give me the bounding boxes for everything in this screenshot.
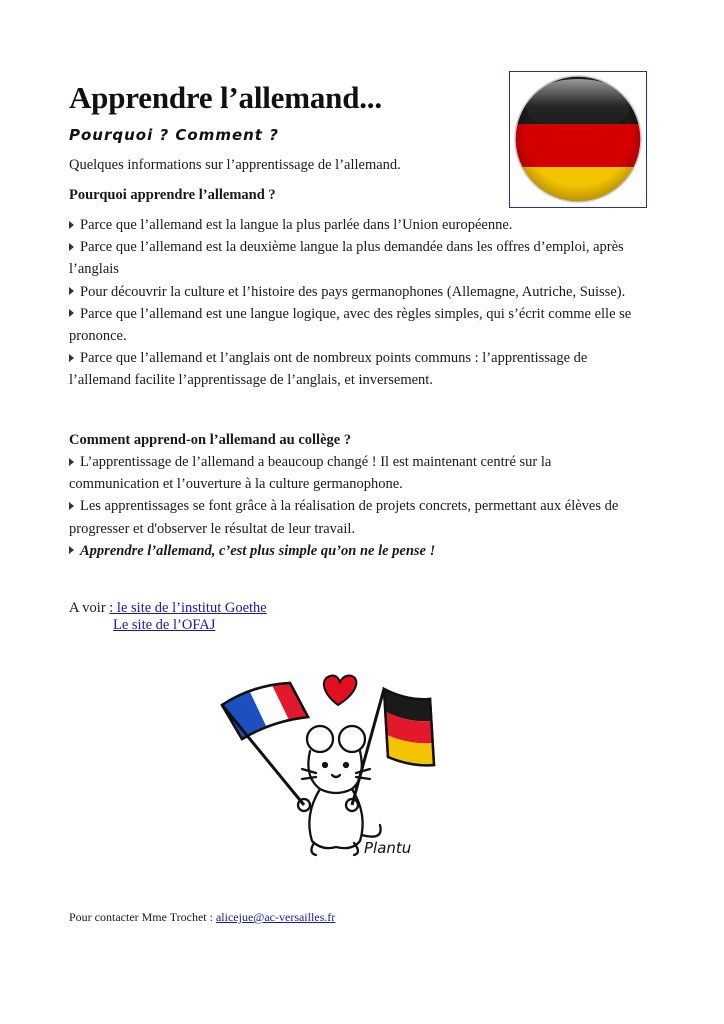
see-also [69, 600, 267, 617]
page-subtitle: Pourquoi ? Comment ? [69, 126, 279, 144]
heading-pourquoi: Pourquoi apprendre l’allemand ? [69, 187, 276, 203]
contact-email-link[interactable]: alicejue@ac-versailles.fr [215, 910, 336, 924]
heading-comment: Comment apprend-on l’allemand au collège ? [69, 432, 352, 448]
bullet-arrow-icon [69, 221, 74, 229]
list-item [69, 347, 644, 391]
list-item-text: Parce que l’allemand est une langue logique, avec des règles simples, qui s’écrit comme elle se prononce. [69, 305, 632, 345]
bullet-arrow-icon [69, 243, 74, 251]
list-item-text: Parce que l’allemand est la deuxième langue la plus demandée dans les offres d’emploi, après l’anglais [69, 239, 624, 278]
german-flag-drawing-icon [352, 689, 434, 805]
list-item-text: L’apprentissage de l’allemand a beaucoup changé ! Il est maintenant centré sur la communication et l’ouverture à la culture germanophone. [69, 454, 552, 493]
list-item [69, 540, 644, 562]
artist-signature: Plantu [364, 839, 412, 857]
see-also-label: A voir [69, 600, 110, 616]
list-item [69, 303, 644, 347]
bullet-arrow-icon [69, 458, 74, 466]
german-flag-button-image [509, 71, 647, 208]
bullet-arrow-icon [69, 546, 74, 554]
list-item [69, 281, 644, 303]
emphasis-text: Apprendre l’allemand, c’est plus simple qu’on ne le pense ! [80, 542, 436, 559]
list-item-text: Les apprentissages se font grâce à la réalisation de projets concrets, permettant aux élèves de progresser et d'observer le résultat de leur travail. [69, 498, 619, 537]
list-item-text: Parce que l’allemand et l’anglais ont de nombreux points communs : l’apprentissage de l’allemand facilite l’apprentissage de l’anglais, et inversement. [69, 350, 588, 389]
bullet-arrow-icon [69, 309, 74, 317]
bullet-arrow-icon [69, 287, 74, 295]
list-item-text: Parce que l’allemand est la langue la plus parlée dans l’Union européenne. [80, 217, 513, 233]
intro-text: Quelques informations sur l’apprentissage de l’allemand. [69, 157, 401, 173]
contact-line [69, 910, 335, 925]
german-flag-icon [510, 72, 646, 207]
list-pourquoi [69, 214, 644, 392]
bullet-arrow-icon [69, 502, 74, 510]
mouse-with-flags-illustration [212, 665, 442, 865]
bullet-arrow-icon [69, 354, 74, 362]
list-item [69, 451, 644, 495]
list-comment [69, 451, 644, 562]
see-also-second [113, 617, 215, 634]
goethe-link[interactable]: : le site de l’institut Goethe [109, 600, 267, 616]
page-title: Apprendre l’allemand... [69, 80, 382, 115]
list-item [69, 236, 644, 280]
french-flag-icon [222, 683, 308, 805]
list-item [69, 495, 644, 539]
ofaj-link[interactable]: Le site de l’OFAJ [113, 617, 216, 633]
list-item-text: Pour découvrir la culture et l’histoire des pays germanophones (Allemagne, Autriche, Suisse). [80, 283, 626, 300]
list-item [69, 214, 644, 236]
heart-icon [324, 675, 356, 705]
contact-label: Pour contacter Mme Trochet : [69, 910, 216, 924]
